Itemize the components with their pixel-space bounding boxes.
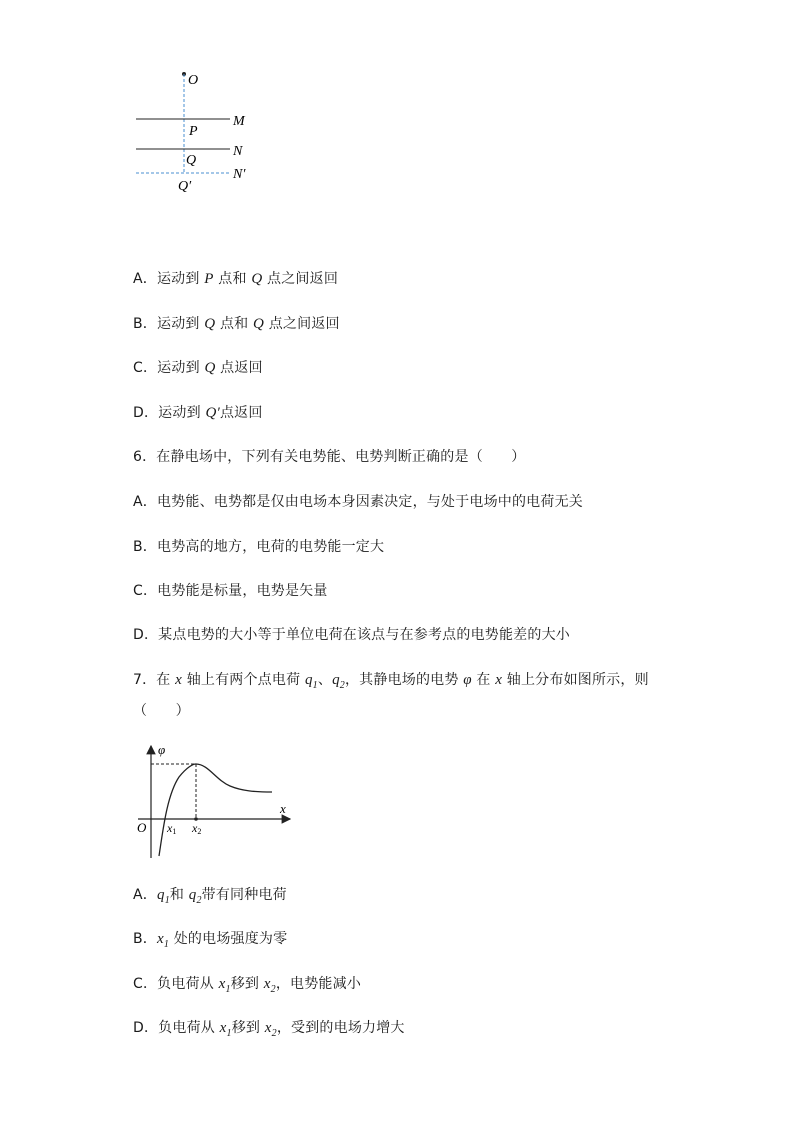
q7-stem: 7．在 x 轴上有两个点电荷 $q_1$、$q_2$，其静电场的电势 φ 在 x 轴上分布如图所示，则 xyxy=(133,672,649,691)
x-axis-label: x xyxy=(280,801,286,816)
q6-stem: 6．在静电场中，下列有关电势能、电势判断正确的是（ ） xyxy=(133,449,526,465)
q5-option-a[interactable]: A．运动到 P 点和 Q 点之间返回 xyxy=(133,271,339,287)
q6-option-c[interactable]: C．电势能是标量，电势是矢量 xyxy=(133,583,328,599)
x1-label: x1 xyxy=(167,821,177,836)
label-n: N xyxy=(233,144,243,159)
q7-stem-answer-bracket: （ ） xyxy=(133,703,190,719)
q6-option-b[interactable]: B．电势高的地方，电荷的电势能一定大 xyxy=(133,539,385,555)
q7-option-a[interactable]: A．$q_1$和 $q_2$带有同种电荷 xyxy=(133,887,287,906)
figure-plates-diagram xyxy=(130,66,260,196)
figure-potential-curve xyxy=(130,740,300,860)
q5-option-b[interactable]: B．运动到 Q 点和 Q 点之间返回 xyxy=(133,316,340,332)
q5-option-c[interactable]: C．运动到 Q 点返回 xyxy=(133,360,263,376)
label-o: O xyxy=(188,73,199,88)
label-p: P xyxy=(189,124,198,139)
q7-option-d[interactable]: D．负电荷从 $x_1$移到 $x_2$，受到的电场力增大 xyxy=(133,1020,405,1039)
origin-label: O xyxy=(137,820,147,835)
label-n-prime: N′ xyxy=(233,167,246,182)
q7-option-b[interactable]: B．$x_1$ 处的电场强度为零 xyxy=(133,931,288,950)
x2-label: x2 xyxy=(192,821,202,836)
label-q-prime: Q′ xyxy=(178,179,192,194)
q5-option-d[interactable]: D．运动到 Q′点返回 xyxy=(133,405,263,421)
q6-option-d[interactable]: D．某点电势的大小等于单位电荷在该点与在参考点的电势能差的大小 xyxy=(133,627,570,643)
label-q: Q xyxy=(186,153,197,168)
phi-label: φ xyxy=(158,742,166,757)
q6-option-a[interactable]: A．电势能、电势都是仅由电场本身因素决定，与处于电场中的电荷无关 xyxy=(133,494,583,510)
q7-option-c[interactable]: C．负电荷从 $x_1$移到 $x_2$，电势能减小 xyxy=(133,976,362,995)
potential-curve xyxy=(159,764,272,856)
label-m: M xyxy=(233,114,245,129)
